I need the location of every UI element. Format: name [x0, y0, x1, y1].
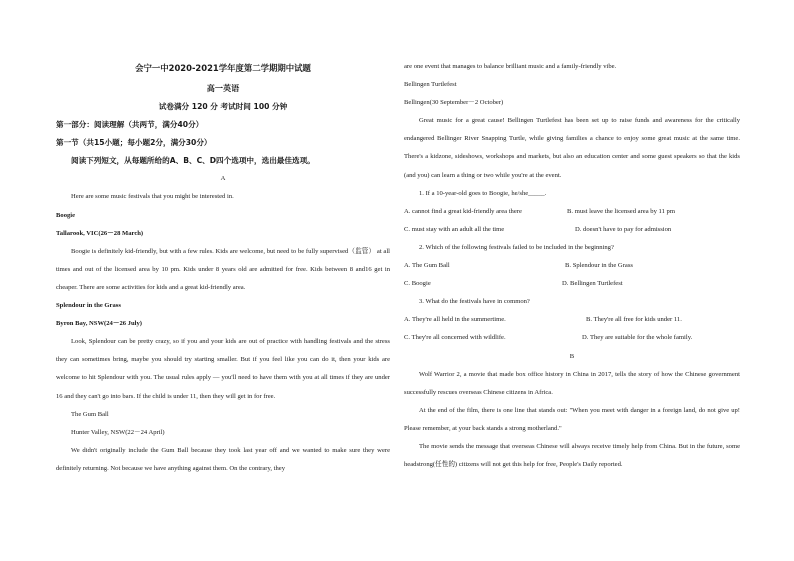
part-heading: 第一部分：阅读理解（共两节，满分40分） [56, 120, 204, 130]
question-stem: 1. If a 10-year-old goes to Boogie, he/she_____. [419, 189, 547, 197]
exam-info: 试卷满分 120 分 考试时间 100 分钟 [158, 102, 288, 111]
option-b[interactable]: B. must leave the licensed area by 11 pm [567, 207, 675, 215]
section-heading: 第一节（共15小题；每小题2分，满分30分） [56, 138, 212, 148]
option-d[interactable]: D. doesn't have to pay for admission [575, 225, 672, 233]
gumball-text: We didn't originally include the Gum Ball because they took last year off and we wanted to make sure they were definitely returning. Not because we have anything against them. On the contrary, they [56, 446, 390, 472]
option-c[interactable]: C. They're all concerned with wildlife. [404, 334, 506, 342]
bellingen-place: Bellingen(30 September－2 October) [404, 99, 504, 107]
question-stem: 3. What do the festivals have in common? [419, 298, 530, 306]
left-column [56, 58, 390, 478]
option-row [404, 311, 740, 329]
question-2 [404, 239, 740, 293]
splendour-title: Splendour in the Grass [56, 302, 121, 310]
option-row [404, 275, 740, 293]
exam-title: 会宁一中2020-2021学年度第二学期期中试题 [135, 63, 311, 73]
option-a[interactable]: A. cannot find a great kid-friendly area there [404, 207, 522, 215]
option-row [404, 329, 740, 347]
bellingen-title: Bellingen Turtlefest [404, 81, 457, 89]
option-b[interactable]: B. They're all free for kids under 11. [586, 316, 682, 324]
subject-title: 高一英语 [206, 83, 240, 93]
gumball-title: The Gum Ball [71, 410, 109, 418]
passage-b-label: B [569, 352, 575, 360]
passage-a-label: A [220, 175, 226, 183]
instruction: 阅读下列短文，从每题所给的A、B、C、D四个选项中，选出最佳选项。 [71, 156, 315, 166]
passage-b-paragraph-2: At the end of the film, there is one line that stands out: "When you meet with danger in a foreign land, do not give up! Please remember, at your back stands a strong motherland." [404, 406, 740, 432]
boogie-title: Boogie [56, 211, 76, 219]
option-d[interactable]: D. They are suitable for the whole family. [582, 334, 693, 342]
gumball-place: Hunter Valley, NSW(22－24 April) [71, 428, 165, 436]
splendour-text: Look, Splendour can be pretty crazy, so if you and your kids are out of practice with handling festivals and the stress they can sometimes bring, maybe you should try starting smaller. But if you feel like you can do it, then your kids are welcome to hit Splendour with you. The usual rules apply — you'll need to have them with you at all times if they are under 16 and they can't go into bars. If the child is under 11, then they will get in for free. [56, 338, 390, 400]
option-c[interactable]: C. Boogie [404, 280, 431, 288]
passage-b-paragraph-1: Wolf Warrior 2, a movie that made box office history in China in 2017, tells the story of how the Chinese government successfully rescues overseas Chinese citizens in Africa. [404, 370, 740, 396]
splendour-place: Byron Bay, NSW(24－26 July) [56, 320, 142, 328]
option-a[interactable]: A. They're all held in the summertime. [404, 316, 506, 324]
question-1 [404, 185, 740, 239]
passage-a-intro: Here are some music festivals that you might be interested in. [71, 193, 234, 201]
option-a[interactable]: A. The Gum Ball [404, 262, 450, 270]
option-row [404, 257, 740, 275]
right-column [404, 58, 740, 474]
option-c[interactable]: C. must stay with an adult all the time [404, 225, 505, 233]
option-row [404, 221, 740, 239]
passage-b-paragraph-3: The movie sends the message that overseas Chinese will always receive timely help from China. But in the future, some headstrong(任性的) citizens will not get this help for free, People's Daily reported. [404, 442, 740, 469]
option-b[interactable]: B. Splendour in the Grass [565, 262, 633, 270]
gumball-text-continued: are one event that manages to balance brilliant music and a family-friendly vibe. [404, 63, 617, 70]
option-d[interactable]: D. Bellingen Turtlefest [562, 280, 623, 288]
boogie-place: Tallarook, VIC(26－28 March) [56, 229, 144, 237]
bellingen-text: Great music for a great cause! Bellingen Turtlefest has been set up to raise funds and awareness for the critically endangered Bellinger River Snapping Turtle, while giving families a chance to enjoy some great music at the same time. There's a kidzone, sideshows, workshops and markets, but also an education center and some guest speakers so that the kids (and you) can learn a thing or two while you're at the event. [404, 117, 740, 179]
question-3 [404, 293, 740, 347]
option-row [404, 203, 740, 221]
question-stem: 2. Which of the following festivals failed to be included in the beginning? [419, 243, 614, 251]
boogie-text: Boogie is definitely kid-friendly, but with a few rules. Kids are welcome, but need to be fully supervised（监管） at all times and out of the licensed area by 10 pm. Kids under 8 years old are admitted for free. Kids between 8 and16 get in cheaper. There are some activities for kids and a great kid-friendly area. [56, 247, 390, 291]
